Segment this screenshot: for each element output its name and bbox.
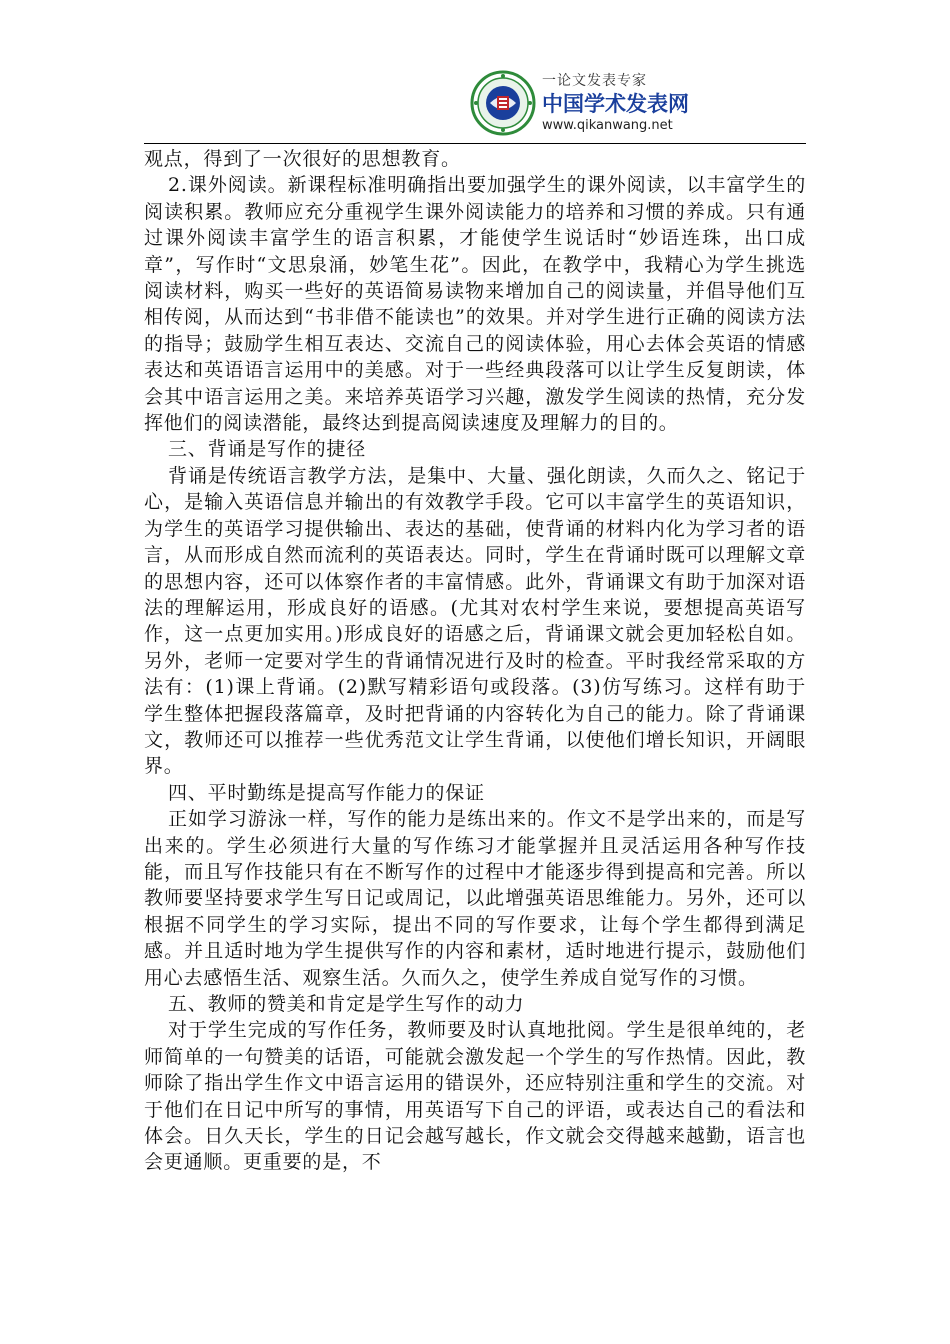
section-heading-4: 四、平时勤练是提高写作能力的保证	[168, 781, 485, 804]
section-heading-5: 五、教师的赞美和肯定是学生写作的动力	[168, 993, 525, 1015]
section-heading-3: 三、背诵是写作的捷径	[168, 438, 367, 461]
paragraph-practice: 正如学习游泳一样，写作的能力是练出来的。作文不是学出来的，而是写出来的。学生必须进行大量的写作练习才能掌握并且灵活运用各种写作技能，而且写作技能只有在不断写作的过程中才能逐步得到提高和完善。所以教师要坚持要求学生写日记或周记，以此增强英语思维能力。另外，还可以根据不同学生的学习实际，提出不同的写作要求，让每个学生都得到满足感。并且适时地为学生提供写作的内容和素材，适时地进行提示，鼓励他们用心去感悟生活、观察生活。久而久之，使学生养成自觉写作的习惯。	[144, 808, 806, 989]
paragraph-praise: 对于学生完成的写作任务，教师要及时认真地批阅。学生是很单纯的，老师简单的一句赞美的话语，可能就会激发起一个学生的写作热情。因此，教师除了指出学生作文中语言运用的错误外，还应特别注重和学生的交流。对于他们在日记中所写的事情，用英语写下自己的评语，或表达自己的看法和体会。日久天长，学生的日记会越写越长，作文就会交得越来越勤，语言也会更通顺。更重要的是，不	[144, 1019, 806, 1174]
paragraph-extracurricular-reading: 2.课外阅读。新课程标准明确指出要加强学生的课外阅读，以丰富学生的阅读积累。教师应充分重视学生课外阅读能力的培养和习惯的养成。只有通过课外阅读丰富学生的语言积累，才能使学生说话时“妙语连珠，出口成章”，写作时“文思泉涌，妙笔生花”。因此，在教学中，我精心为学生挑选阅读材料，购买一些好的英语简易读物来增加自己的阅读量，并倡导他们互相传阅，从而达到“书非借不能读也”的效果。并对学生进行正确的阅读方法的指导；鼓励学生相互表达、交流自己的阅读体验，用心去体会英语的情感表达和英语语言运用中的美感。对于一些经典段落可以让学生反复朗读，体会其中语言运用之美。来培养英语学习兴趣，激发学生阅读的热情，充分发挥他们的阅读潜能，最终达到提高阅读速度及理解力的目的。	[144, 174, 806, 435]
paragraph-continuation: 观点，得到了一次很好的思想教育。	[144, 148, 461, 170]
paragraph-recitation: 背诵是传统语言教学方法，是集中、大量、强化朗读，久而久之、铭记于心，是输入英语信息并输出的有效教学手段。它可以丰富学生的英语知识，为学生的英语学习提供输出、表达的基础，使背诵的材料内化为学习者的语言，从而形成自然而流利的英语表达。同时，学生在背诵时既可以理解文章的思想内容，还可以体察作者的丰富情感。此外，背诵课文有助于加深对语法的理解运用，形成良好的语感。(尤其对农村学生来说，要想提高英语写作，这一点更加实用。)形成良好的语感之后，背诵课文就会更加轻松自如。另外，老师一定要对学生的背诵情况进行及时的检查。平时我经常采取的方法有：(1)课上背诵。(2)默写精彩语句或段落。(3)仿写练习。这样有助于学生整体把握段落篇章，及时把背诵的内容转化为自己的能力。除了背诵课文，教师还可以推荐一些优秀范文让学生背诵，以使他们增长知识，开阔眼界。	[144, 464, 806, 778]
logo-text-block	[542, 66, 689, 140]
logo-site-url[interactable]: www.qikanwang.net	[542, 118, 673, 133]
logo-emblem-icon	[470, 70, 536, 136]
site-logo[interactable]	[470, 66, 698, 140]
logo-slogan: 一论文发表专家	[542, 73, 647, 89]
header-divider	[144, 143, 806, 144]
logo-site-name: 中国学术发表网	[542, 92, 689, 116]
article-body	[144, 146, 806, 1176]
